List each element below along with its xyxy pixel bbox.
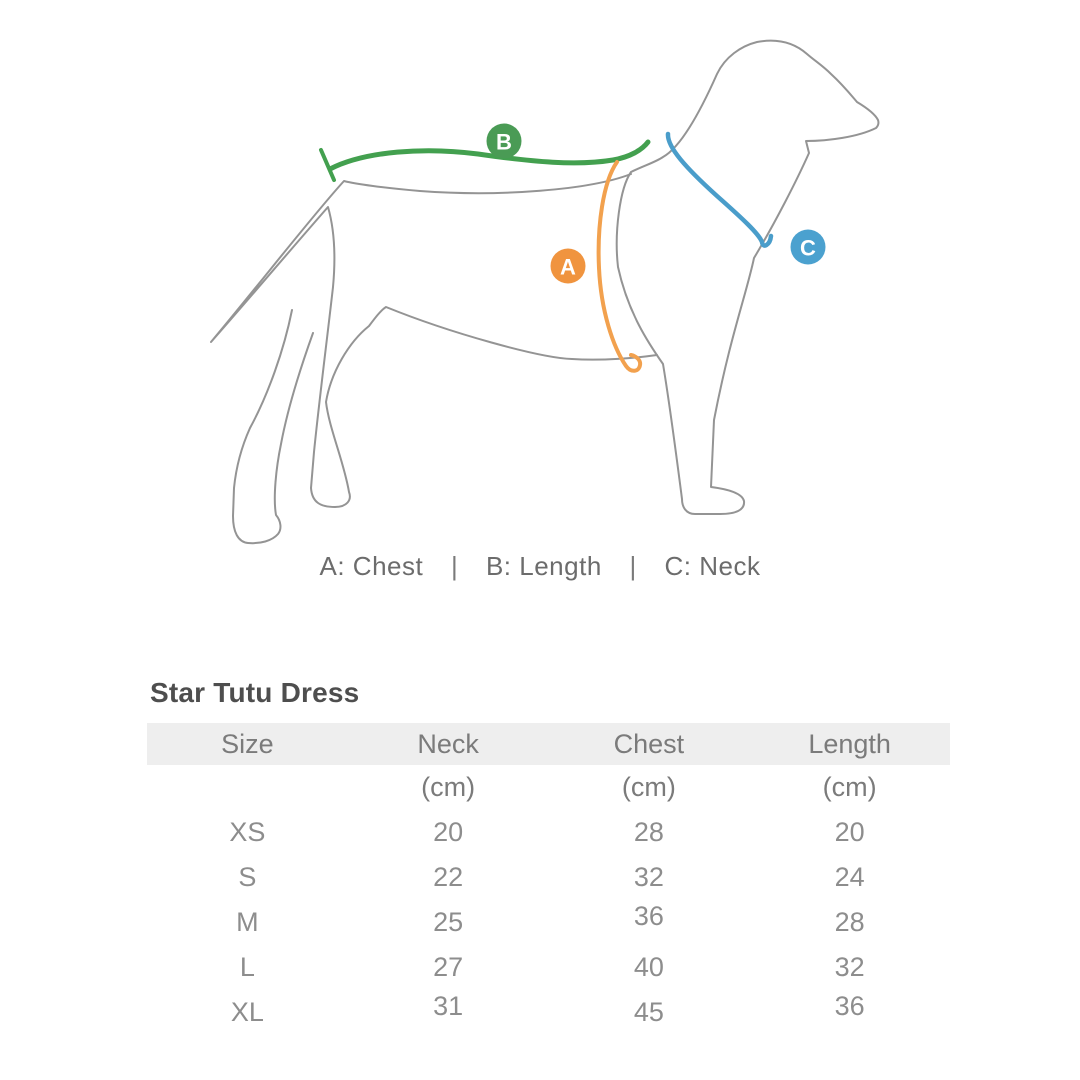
badge-chest-label: A	[560, 254, 576, 280]
chest-cell: 36	[633, 901, 664, 931]
badge-length-label: B	[496, 129, 512, 155]
dog-outline	[211, 41, 878, 544]
table-header-row	[147, 723, 950, 765]
badge-length	[487, 124, 522, 159]
neck-cell: 20	[433, 817, 464, 847]
column-header-length: Length	[808, 728, 891, 759]
badge-neck	[791, 230, 826, 265]
dog-head-neck-front-leg	[617, 41, 879, 514]
badge-neck-label: C	[800, 235, 816, 261]
legend-separator: |	[450, 551, 459, 581]
neck-measure-arc	[668, 134, 771, 246]
neck-cell: 31	[433, 991, 464, 1021]
unit-cell: (cm)	[421, 772, 476, 802]
length-cell: 28	[834, 907, 865, 937]
legend-item-chest: A: Chest	[319, 551, 424, 581]
unit-cell: (cm)	[822, 772, 877, 802]
size-cell: XS	[229, 817, 266, 847]
size-cell: M	[236, 907, 259, 937]
table-row-m	[147, 900, 950, 945]
neck-cell: 25	[433, 907, 464, 937]
length-cell: 36	[834, 991, 865, 1021]
measurement-lines	[321, 134, 771, 371]
column-header-neck: Neck	[417, 728, 479, 759]
table-row-s	[147, 855, 950, 900]
size-chart-title: Star Tutu Dress	[150, 677, 360, 708]
length-cell: 32	[834, 952, 865, 982]
neck-cell: 22	[433, 862, 464, 892]
chest-cell: 28	[633, 817, 664, 847]
size-cell: L	[239, 952, 255, 982]
measurement-legend	[0, 551, 1080, 582]
table-row-xs	[147, 810, 950, 855]
unit-cell: (cm)	[621, 772, 676, 802]
legend-item-neck: C: Neck	[664, 551, 761, 581]
length-measure-tick	[321, 150, 334, 180]
badge-chest	[551, 249, 586, 284]
size-chart-table	[147, 723, 950, 1035]
size-cell: XL	[230, 997, 264, 1027]
size-cell: S	[238, 862, 257, 892]
legend-separator: |	[629, 551, 637, 581]
chest-cell: 32	[633, 862, 664, 892]
table-row-xl	[147, 990, 950, 1035]
length-cell: 24	[834, 862, 865, 892]
column-header-chest: Chest	[613, 728, 685, 759]
legend-item-length: B: Length	[485, 551, 602, 581]
table-units-row	[147, 765, 950, 810]
length-cell: 20	[834, 817, 865, 847]
dog-far-rear-leg	[233, 310, 313, 543]
column-header-size: Size	[221, 728, 274, 759]
chest-measure-arc	[599, 162, 641, 371]
neck-cell: 27	[433, 952, 464, 982]
chest-cell: 45	[633, 997, 664, 1027]
table-row-l	[147, 945, 950, 990]
chest-cell: 40	[633, 952, 664, 982]
